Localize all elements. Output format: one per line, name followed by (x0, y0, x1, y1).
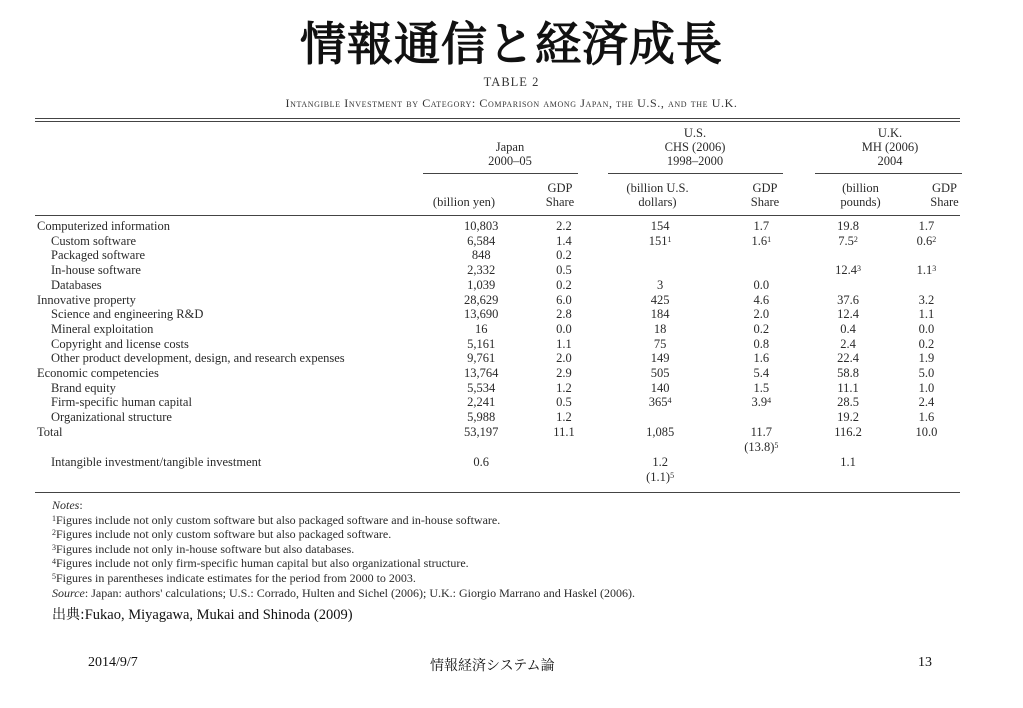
table-cell-jp: 53,197 (464, 424, 499, 439)
table-cell-jp-gdp: 6.0 (556, 292, 572, 307)
citation-text: Fukao, Miyagawa, Mukai and Shinoda (2009) (84, 607, 353, 623)
table-cell-jp: 5,534 (467, 380, 496, 395)
table-cell-uk-gdp: 1.0 (918, 380, 935, 395)
table-cell-uk-gdp: $1.1^3$ (916, 263, 937, 278)
table-row (37, 395, 962, 410)
table-cell-uk-gdp: 10.0 (915, 424, 938, 439)
table-cell-us-gdp: 2.0 (753, 307, 770, 322)
table-cell-uk-gdp: 3.2 (918, 292, 935, 307)
citation (52, 604, 353, 624)
row-label: Economic competencies (37, 366, 159, 381)
footnote: $^3$Figures include not only in-house software but also databases. (52, 541, 355, 556)
header-us-gdp: GDP Share (750, 181, 780, 209)
uk-group-rule (815, 173, 962, 174)
row-label: Mineral exploitation (51, 321, 154, 336)
table-cell-us (603, 248, 718, 263)
row-label: Copyright and license costs (51, 336, 189, 351)
table-cell-us: 425 (650, 292, 670, 307)
table-cell-jp: 0.6 (473, 455, 490, 470)
header-jp-gdp: GDP Share (545, 181, 575, 209)
table-cell-us-gdp: 0.8 (753, 336, 770, 351)
table-cell-us: 184 (650, 307, 670, 322)
header-bottom-rule (35, 215, 960, 216)
table-cell-us-gdp (717, 248, 805, 263)
header-uk: U.K. MH (2006) 2004 (861, 126, 919, 168)
table-cell-us-gdp: 1.5 (753, 380, 770, 395)
row-label: Innovative property (37, 292, 136, 307)
table-cell-uk-gdp: 1.1 (918, 307, 935, 322)
table-cell-uk-gdp (891, 455, 962, 484)
table-cell-uk-gdp: 1.9 (918, 351, 935, 366)
table-row (37, 455, 962, 484)
table-cell-uk: 28.5 (837, 395, 859, 410)
table-cell-us-gdp: $1.6^1$ (751, 233, 772, 248)
table-cell-jp-gdp: 2.0 (556, 351, 572, 366)
table-row (37, 351, 962, 366)
table-cell-jp-gdp: 11.1 (553, 424, 575, 439)
row-label: Custom software (51, 233, 137, 248)
row-label: Other product development, design, and research expenses (51, 351, 345, 366)
intangible-investment-table (37, 219, 962, 485)
table-cell-uk (805, 278, 891, 293)
table-number: TABLE 2 (483, 75, 540, 89)
header-uk-unit: (billion pounds) (840, 181, 881, 209)
table-cell-uk-gdp (891, 278, 962, 293)
row-label: Science and engineering R&D (51, 307, 204, 322)
table-cell-jp-gdp: 1.4 (556, 233, 572, 248)
table-cell-uk-gdp (891, 248, 962, 263)
table-cell-us-gdp: 1.6 (753, 351, 770, 366)
row-label: Brand equity (51, 380, 116, 395)
footer-page-number: 13 (918, 655, 932, 670)
table-row (37, 337, 962, 352)
table-cell-us-gdp: $3.9^4$ (751, 395, 772, 410)
table-cell-jp: 13,690 (464, 307, 499, 322)
table-cell-uk-gdp: 0.2 (918, 336, 935, 351)
table-cell-us: 1,085 (646, 424, 675, 439)
table-cell-uk-gdp: 2.4 (918, 395, 935, 410)
table-cell-us: 154 (650, 219, 670, 233)
table-cell-uk: 37.6 (837, 292, 859, 307)
table-cell-jp: 10,803 (464, 219, 499, 233)
table-cell-us (603, 410, 718, 425)
table-cell-uk: 11.1 (837, 380, 859, 395)
table-cell-jp: 2,332 (467, 263, 496, 278)
table-bottom-rule (35, 492, 960, 493)
row-label: In-house software (51, 263, 141, 278)
footer-course-title: 情報経済システム論 (430, 658, 555, 674)
header-jp-unit: (billion yen) (432, 195, 496, 209)
table-cell-uk-gdp: 5.0 (918, 366, 935, 381)
citation-prefix: 出典: (52, 607, 85, 623)
table-cell-uk: 12.4$^3$ (835, 263, 861, 278)
header-us: U.S. CHS (2006) 1998–2000 (664, 126, 726, 168)
table-row (37, 366, 962, 381)
table-cell-us: 18 (653, 321, 667, 336)
table-cell-uk: 0.4 (840, 321, 856, 336)
row-label: Organizational structure (51, 410, 172, 425)
table-cell-us: 149 (650, 351, 670, 366)
table-cell-jp-gdp: 2.2 (556, 219, 572, 233)
table-caption: Intangible Investment by Category: Comparison among Japan, the U.S., and the U.K. (285, 96, 738, 110)
table-row (37, 307, 962, 322)
row-label: Packaged software (51, 248, 146, 263)
table-cell-jp-gdp: 2.9 (556, 366, 572, 381)
table-cell-us-gdp: 5.4 (753, 366, 770, 381)
table-cell-us (603, 263, 718, 278)
table-cell-uk: 22.4 (837, 351, 859, 366)
table-cell-jp: 13,764 (464, 366, 499, 381)
table-row (37, 425, 962, 454)
table-top-rule (35, 118, 960, 119)
header-uk-gdp: GDP Share (930, 181, 959, 209)
notes-title: Notes (52, 498, 80, 512)
table-cell-uk: $7.5^2$ (838, 233, 858, 248)
table-row (37, 381, 962, 396)
table-row (37, 234, 962, 249)
table-cell-us-gdp: 0.2 (753, 321, 770, 336)
footnote: $^2$Figures include not only custom software but also packaged software. (52, 527, 392, 542)
table-cell-jp: 6,584 (467, 233, 496, 248)
table-cell-jp-gdp: 2.8 (556, 307, 572, 322)
table-cell-uk: 19.2 (837, 410, 859, 425)
table-notes: Notes: $^1$Figures include not only custom software but also packaged software and in-house software. $^2$Figures include not only custom software but also packaged software. $^3$Figures include not only in-house software but also databases. $^4$Figures include not only firm-specific human capital but also organizational structure. $^5$Figures in parentheses indicate estimates for the period from 2000 to 2003. Source: Japan: authors' calculations; U.S.: Corrado, Hulten and Sichel (2006); U.K.: Giorgio Marrano and Haskel (2006). (52, 498, 636, 600)
table-cell-us-gdp (717, 263, 805, 278)
table-cell-uk: 2.4 (840, 336, 856, 351)
table-cell-us: $365^4$ (648, 395, 672, 410)
row-label: Firm-specific human capital (51, 395, 192, 410)
row-label: Total (37, 424, 63, 439)
table-cell-jp-gdp (525, 455, 603, 484)
table-cell-jp-gdp: 0.2 (556, 248, 572, 263)
table-cell-jp-gdp: 0.5 (556, 395, 572, 410)
table-cell-uk: 19.8 (837, 219, 859, 233)
table-cell-us: 505 (650, 366, 670, 381)
table-cell-uk-gdp: 1.6 (918, 410, 935, 425)
table-cell-us: 140 (650, 380, 670, 395)
source-note: Source: Japan: authors' calculations; U.S.: Corrado, Hulten and Sichel (2006); U.K.: Giorgio Marrano and Haskel (2006). (52, 585, 636, 600)
footnote: $^5$Figures in parentheses indicate estimates for the period from 2000 to 2003. (52, 570, 416, 585)
table-row (37, 322, 962, 337)
table-cell-uk: 116.2 (834, 424, 862, 439)
table-cell-uk-gdp: 1.7 (918, 219, 935, 233)
table-cell-us: $151^1$ (648, 233, 672, 248)
table-cell-us: 3 (657, 277, 664, 292)
table-cell-jp: 28,629 (464, 292, 499, 307)
us-group-rule (608, 173, 783, 174)
table-cell-us-gdp: 0.0 (753, 277, 770, 292)
table-cell-jp-gdp: 0.5 (556, 263, 572, 278)
footnote: $^1$Figures include not only custom software but also packaged software and in-house software. (52, 512, 501, 527)
table-cell-us: 75 (653, 336, 667, 351)
row-label: Computerized information (37, 219, 170, 233)
table-cell-us-gdp (717, 455, 805, 484)
footer-date: 2014/9/7 (88, 655, 138, 670)
header-us-unit: (billion U.S. dollars) (626, 181, 689, 209)
table-cell-uk (805, 248, 891, 263)
table-row (37, 219, 962, 234)
table-cell-jp: 848 (471, 248, 491, 263)
table-cell-us-gdp: 1.7 (753, 219, 770, 233)
table-cell-jp: 9,761 (467, 351, 496, 366)
table-cell-jp-gdp: 1.2 (556, 410, 572, 425)
table-cell-us-gdp: 4.6 (753, 292, 770, 307)
table-row (37, 248, 962, 263)
table-cell-uk: 1.1 (840, 455, 856, 470)
table-cell-uk: 12.4 (837, 307, 859, 322)
table-cell-uk: 58.8 (837, 366, 859, 381)
table-cell-uk-gdp: $0.6^2$ (916, 233, 937, 248)
table-cell-jp: 2,241 (467, 395, 496, 410)
table-row (37, 410, 962, 425)
footnote: $^4$Figures include not only firm-specific human capital but also organizational structure. (52, 556, 469, 571)
table-cell-us-gdp: 11.7 $(13.8)^5$ (744, 424, 779, 454)
table-cell-us-gdp (717, 410, 805, 425)
table-cell-jp-gdp: 1.2 (556, 380, 572, 395)
table-row (37, 278, 962, 293)
table-cell-jp-gdp: 0.2 (556, 277, 572, 292)
slide-title: 情報通信と経済成長 (300, 17, 723, 71)
table-row (37, 263, 962, 278)
japan-group-rule (423, 173, 578, 174)
table-cell-jp: 16 (474, 321, 488, 336)
row-label: Databases (51, 277, 102, 292)
table-cell-jp: 5,161 (467, 336, 496, 351)
table-top-rule-double (35, 121, 960, 122)
row-label: Intangible investment/tangible investment (51, 455, 262, 470)
table-row (37, 293, 962, 308)
table-cell-us: 1.2 $(1.1)^5$ (646, 455, 675, 484)
table-cell-jp-gdp: 1.1 (556, 336, 572, 351)
table-cell-jp-gdp: 0.0 (556, 321, 572, 336)
table-cell-jp: 1,039 (467, 277, 496, 292)
table-cell-jp: 5,988 (467, 410, 496, 425)
header-japan: Japan 2000–05 (488, 140, 532, 168)
table-cell-uk-gdp: 0.0 (918, 321, 935, 336)
